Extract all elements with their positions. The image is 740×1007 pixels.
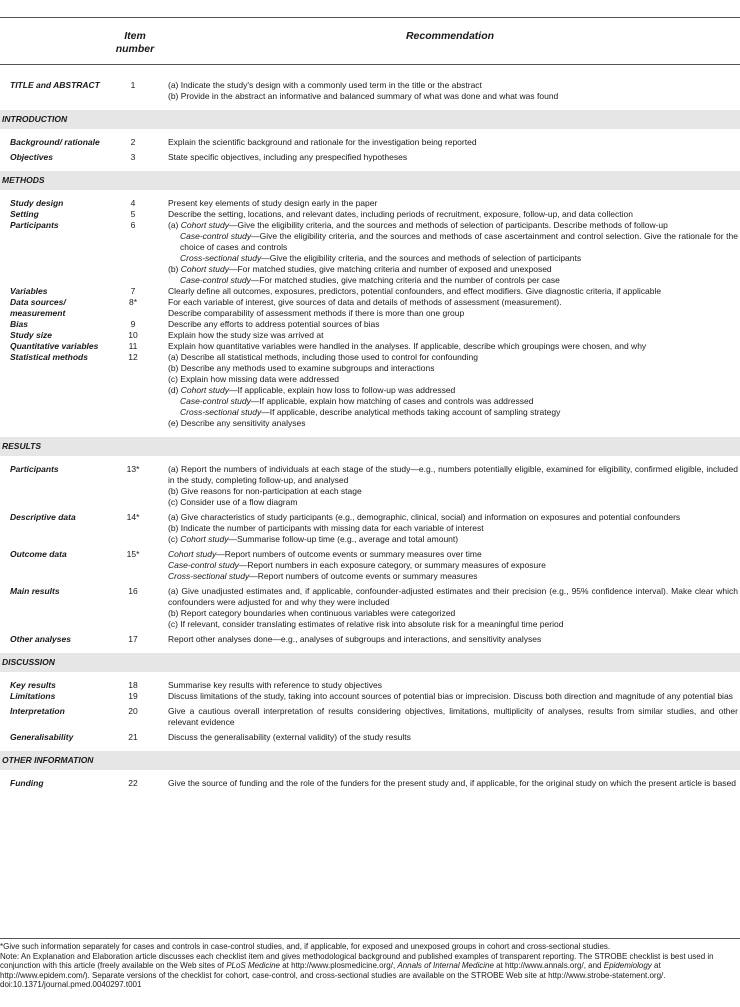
table-row: Descriptive data 14* (a) Give characteristics of study participants (e.g., demographic, clinical, social) and information on exposures and potential confounders (b) Indicate the number of participants with missing data for each variable of interest (c) Cohort study—Summarise follow-up time (e.g., average and total amount): [10, 512, 681, 544]
table-row: Setting 5 Describe the setting, locations, and relevant dates, including periods of recruitment, exposure, follow-up, and data collection: [10, 209, 633, 219]
table-row: Objectives 3 State specific objectives, including any prespecified hypotheses: [10, 152, 408, 162]
table-row: Outcome data 15* Cohort study—Report numbers of outcome events or summary measures over time Case-control study—Report numbers in each exposure category, or summary measures of exposure Cross-sectional study—Report numbers of outcome events or summary measures: [10, 549, 546, 581]
header-recommendation: Recommendation: [405, 30, 495, 42]
section-introduction: INTRODUCTION: [0, 110, 740, 129]
section-results: RESULTS: [0, 437, 740, 456]
table-row: Study size 10 Explain how the study size was arrived at: [10, 330, 324, 340]
table-row: Generalisability 21 Discuss the generalisability (external validity) of the study results: [10, 732, 411, 742]
header-item-number: Item number: [115, 30, 155, 55]
table-row: Main results 16 (a) Give unadjusted estimates and, if applicable, confounder-adjusted estimates and their precision (e.g., 95% confidence interval). Make clear which confounders were adjusted for and why they were included (b) Report category boundaries when continuous variables were categorized (c) If relevant, consider translating estimates of relative risk into absolute risk for a meaningful time period: [10, 586, 738, 629]
footnote-asterisk: *Give such information separately for cases and controls in case-control studies, and, if applicable, for exposed and unexposed groups in cohort and cross-sectional studies.: [0, 942, 611, 951]
table-row: Key results 18 Summarise key results with reference to study objectives: [10, 680, 383, 690]
footer-rule: [0, 938, 740, 939]
strobe-checklist-table: [0, 72, 740, 789]
table-row: Statistical methods 12 (a) Describe all statistical methods, including those used to control for confounding (b) Describe any methods used to examine subgroups and interactions (c) Explain how missing data were addressed (d) Cohort study—If applicable, explain how loss to follow-up was addressed Case-control study—If applicable, explain how matching of cases and controls was addressed Cross-sectional study—If applicable, describe analytical methods taking account of sampling strategy (e) Describe any sensitivity analyses: [10, 352, 561, 428]
top-rule: [0, 17, 740, 18]
table-row: Bias 9 Describe any efforts to address potential sources of bias: [10, 319, 380, 329]
table-row: Funding 22 Give the source of funding and the role of the funders for the present study and, if applicable, for the original study on which the present article is based: [10, 778, 736, 788]
table-footnotes: [0, 942, 740, 990]
table-row: TITLE and ABSTRACT 1 (a) Indicate the study's design with a commonly used term in the title or the abstract (b) Provide in the abstract an informative and balanced summary of what was done and what was found: [10, 80, 559, 101]
footnote-note: Note: An Explanation and Elaboration article discusses each checklist item and gives methodological background and published examples of transparent reporting. The STROBE checklist is best used in conjunction with this article (freely available on the Web sites of PLoS Medicine at http://www.plosmedicine.org/, Annals of Internal Medicine at http://www.annals.org/, and Epidemiology at http://www.epidem.com/). Separate versions of the checklist for cohort, case-control, and cross-sectional studies are available on the STROBE Web site at http://www.strobe-statement.org/.: [0, 951, 714, 980]
table-row: Participants 6 (a) Cohort study—Give the eligibility criteria, and the sources and methods of selection of participants. Describe methods of follow-up Case-control study—Give the eligibility criteria, and the sources and methods of case ascertainment and control selection. Give the rationale for the choice of cases and controls Cross-sectional study—Give the eligibility criteria, and the sources and methods of selection of participants (b) Cohort study—For matched studies, give matching criteria and number of exposed and unexposed Case-control study—For matched studies, give matching criteria and the number of controls per case: [10, 220, 738, 285]
section-discussion: DISCUSSION: [0, 653, 740, 672]
table-row: Quantitative variables 11 Explain how quantitative variables were handled in the analyses. If applicable, describe which groupings were chosen, and why: [10, 341, 647, 351]
table-row: Participants 13* (a) Report the numbers of individuals at each stage of the study—e.g., numbers potentially eligible, examined for eligibility, confirmed eligible, included in the study, completing follow-up, and analysed (b) Give reasons for non-participation at each stage (c) Consider use of a flow diagram: [10, 464, 738, 507]
doi-text: doi:10.1371/journal.pmed.0040297.t001: [0, 980, 142, 989]
section-other-information: OTHER INFORMATION: [0, 751, 740, 770]
table-row: Variables 7 Clearly define all outcomes, exposures, predictors, potential confounders, and effect modifiers. Give diagnostic criteria, if applicable: [10, 286, 662, 296]
table-row: Background/ rationale 2 Explain the scientific background and rationale for the investigation being reported: [10, 137, 477, 147]
section-methods: METHODS: [0, 171, 740, 190]
table-row: Data sources/ measurement 8* For each variable of interest, give sources of data and details of methods of assessment (measurement). Describe comparability of assessment methods if there is more than one group: [10, 297, 562, 318]
table-row: Other analyses 17 Report other analyses done—e.g., analyses of subgroups and interactions, and sensitivity analyses: [10, 634, 542, 644]
table-row: Limitations 19 Discuss limitations of the study, taking into account sources of potential bias or imprecision. Discuss both direction and magnitude of any potential bias: [10, 691, 733, 701]
table-row: Interpretation 20 Give a cautious overall interpretation of results considering objectives, limitations, multiplicity of analyses, results from similar studies, and other relevant evidence: [10, 706, 738, 727]
table-row: Study design 4 Present key elements of study design early in the paper: [10, 198, 378, 208]
table-header: [0, 30, 740, 66]
header-rule: [0, 64, 740, 65]
